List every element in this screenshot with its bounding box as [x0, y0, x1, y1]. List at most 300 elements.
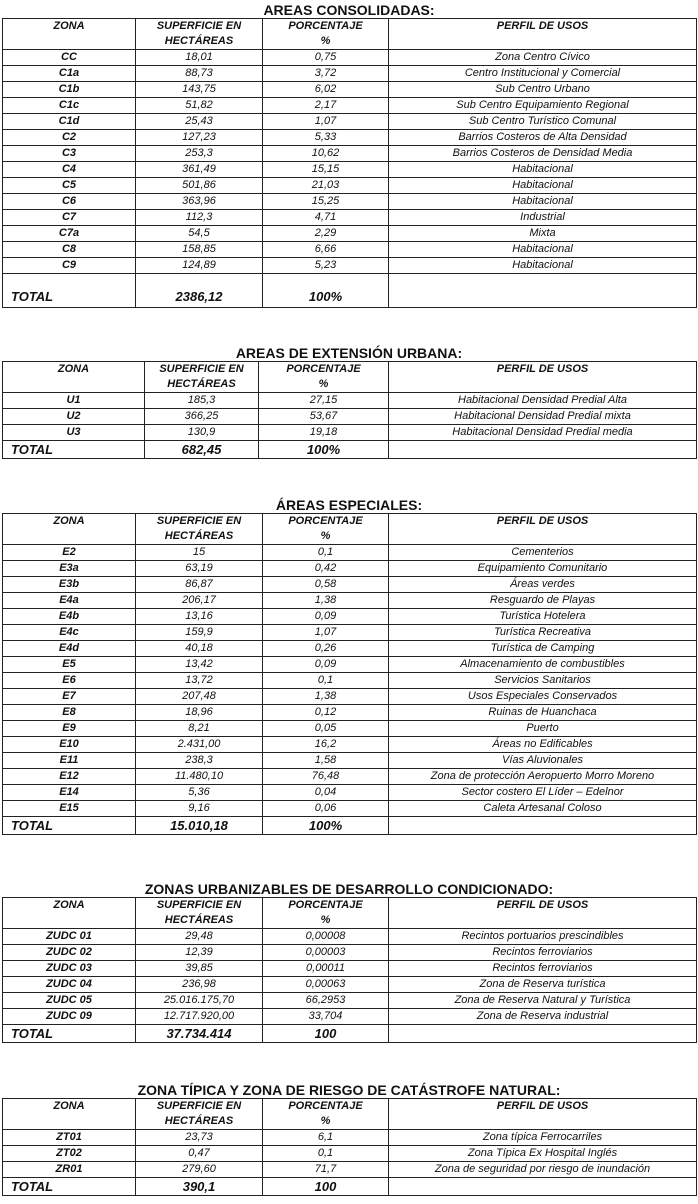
percentage-value: 0,00063: [263, 977, 389, 993]
percentage-value: 0,05: [263, 721, 389, 737]
zone-code: E14: [3, 785, 136, 801]
surface-value: 63,19: [136, 561, 263, 577]
surface-value: 13,72: [136, 673, 263, 689]
table-row: [3, 194, 697, 210]
percentage-value: 0,42: [263, 561, 389, 577]
usage-profile: Habitacional Densidad Predial Alta: [389, 393, 697, 409]
surface-value: 40,18: [136, 641, 263, 657]
table-zonas-urbanizables-de-desarrollo-condicionado: [2, 897, 697, 1043]
usage-profile: Habitacional: [389, 162, 697, 178]
surface-value: 124,89: [136, 258, 263, 274]
zone-code: ZUDC 09: [3, 1009, 136, 1025]
usage-profile: Sub Centro Urbano: [389, 82, 697, 98]
zone-code: C8: [3, 242, 136, 258]
usage-profile: Habitacional: [389, 258, 697, 274]
header-perfil-cont: [389, 377, 697, 393]
percentage-value: 0,06: [263, 801, 389, 817]
table-row: [3, 993, 697, 1009]
zone-code: ZT01: [3, 1130, 136, 1146]
total-label: TOTAL: [3, 1025, 136, 1043]
table-row: [3, 1162, 697, 1178]
table-row: [3, 242, 697, 258]
percentage-value: 2,29: [263, 226, 389, 242]
zone-code: E15: [3, 801, 136, 817]
table-row: [3, 1009, 697, 1025]
zone-code: U2: [3, 409, 145, 425]
zone-code: C4: [3, 162, 136, 178]
percentage-value: 66,2953: [263, 993, 389, 1009]
zone-code: E6: [3, 673, 136, 689]
percentage-value: 10,62: [263, 146, 389, 162]
usage-profile: Turística Recreativa: [389, 625, 697, 641]
usage-profile: Sub Centro Turístico Comunal: [389, 114, 697, 130]
percentage-value: 16,2: [263, 737, 389, 753]
table-row: [3, 114, 697, 130]
header-zona-cont: [3, 377, 145, 393]
zone-code: E10: [3, 737, 136, 753]
table-row: [3, 689, 697, 705]
surface-value: 25.016.175,70: [136, 993, 263, 1009]
percentage-value: 0,1: [263, 545, 389, 561]
table-row: [3, 130, 697, 146]
percentage-value: 5,23: [263, 258, 389, 274]
total-percentage: 100%: [263, 817, 389, 835]
zone-code: U3: [3, 425, 145, 441]
total-percentage: 100: [263, 1025, 389, 1043]
zone-code: C7a: [3, 226, 136, 242]
total-label: TOTAL: [3, 274, 136, 308]
total-surface: 15.010,18: [136, 817, 263, 835]
percentage-value: 1,07: [263, 625, 389, 641]
table-row: [3, 929, 697, 945]
percentage-value: 0,00011: [263, 961, 389, 977]
surface-value: 9,16: [136, 801, 263, 817]
surface-value: 0,47: [136, 1146, 263, 1162]
header-row: [3, 514, 697, 530]
table-row: [3, 673, 697, 689]
table-row: [3, 425, 697, 441]
surface-value: 238,3: [136, 753, 263, 769]
section-title: AREAS CONSOLIDADAS:: [263, 2, 435, 18]
percentage-value: 19,18: [259, 425, 389, 441]
usage-profile: Habitacional: [389, 194, 697, 210]
percentage-value: 33,704: [263, 1009, 389, 1025]
table-areas-consolidadas: [2, 18, 697, 308]
usage-profile: Usos Especiales Conservados: [389, 689, 697, 705]
surface-value: 13,16: [136, 609, 263, 625]
percentage-value: 6,1: [263, 1130, 389, 1146]
header-row: [3, 19, 697, 35]
percentage-value: 3,72: [263, 66, 389, 82]
table-row: [3, 641, 697, 657]
percentage-value: 6,02: [263, 82, 389, 98]
table-row: [3, 66, 697, 82]
header-zona-cont: [3, 34, 136, 50]
header-perfil-cont: [389, 1114, 697, 1130]
percentage-value: 6,66: [263, 242, 389, 258]
zone-code: E9: [3, 721, 136, 737]
surface-value: 158,85: [136, 242, 263, 258]
table-row: [3, 393, 697, 409]
usage-profile: Sector costero El Líder – Edelnor: [389, 785, 697, 801]
header-zona-cont: [3, 1114, 136, 1130]
surface-value: 23,73: [136, 1130, 263, 1146]
zone-code: E5: [3, 657, 136, 673]
percentage-value: 21,03: [263, 178, 389, 194]
total-surface: 390,1: [136, 1178, 263, 1196]
zone-code: C2: [3, 130, 136, 146]
usage-profile: Habitacional Densidad Predial mixta: [389, 409, 697, 425]
table-row: [3, 82, 697, 98]
zone-code: E11: [3, 753, 136, 769]
surface-value: 130,9: [145, 425, 259, 441]
header-porcentaje-unit: %: [263, 34, 389, 50]
zone-code: E3a: [3, 561, 136, 577]
total-row: [3, 817, 697, 835]
table-row: [3, 657, 697, 673]
header-porcentaje-unit: %: [259, 377, 389, 393]
surface-value: 363,96: [136, 194, 263, 210]
zone-code: ZUDC 01: [3, 929, 136, 945]
zone-code: C1a: [3, 66, 136, 82]
table-row: [3, 721, 697, 737]
usage-profile: Caleta Artesanal Coloso: [389, 801, 697, 817]
total-percentage: 100: [263, 1178, 389, 1196]
zone-code: E3b: [3, 577, 136, 593]
zone-code: CC: [3, 50, 136, 66]
zone-code: C1b: [3, 82, 136, 98]
header-row: [3, 34, 697, 50]
usage-profile: Centro Institucional y Comercial: [389, 66, 697, 82]
header-perfil-cont: [389, 529, 697, 545]
table-row: [3, 98, 697, 114]
surface-value: 12,39: [136, 945, 263, 961]
total-empty: [389, 441, 697, 459]
total-surface: 2386,12: [136, 274, 263, 308]
header-porcentaje: PORCENTAJE: [263, 19, 389, 35]
surface-value: 206,17: [136, 593, 263, 609]
zone-code: C9: [3, 258, 136, 274]
total-percentage: 100%: [263, 274, 389, 308]
section-title: ZONAS URBANIZABLES DE DESARROLLO CONDICIONADO:: [144, 881, 554, 897]
header-superficie-unit: HECTÁREAS: [136, 1114, 263, 1130]
zone-code: ZR01: [3, 1162, 136, 1178]
surface-value: 361,49: [136, 162, 263, 178]
header-porcentaje: PORCENTAJE: [263, 514, 389, 530]
zone-code: U1: [3, 393, 145, 409]
percentage-value: 0,09: [263, 657, 389, 673]
usage-profile: Ruinas de Huanchaca: [389, 705, 697, 721]
header-porcentaje-unit: %: [263, 529, 389, 545]
total-percentage: 100%: [259, 441, 389, 459]
usage-profile: Habitacional Densidad Predial media: [389, 425, 697, 441]
total-surface: 682,45: [145, 441, 259, 459]
header-superficie: SUPERFICIE EN: [136, 19, 263, 35]
table-row: [3, 146, 697, 162]
percentage-value: 27,15: [259, 393, 389, 409]
surface-value: 15: [136, 545, 263, 561]
total-label: TOTAL: [3, 1178, 136, 1196]
header-row: [3, 377, 697, 393]
zone-code: E4d: [3, 641, 136, 657]
surface-value: 12.717.920,00: [136, 1009, 263, 1025]
total-empty: [389, 1025, 697, 1043]
header-perfil: PERFIL DE USOS: [389, 19, 697, 35]
percentage-value: 0,00008: [263, 929, 389, 945]
percentage-value: 0,75: [263, 50, 389, 66]
usage-profile: Zona Centro Cívico: [389, 50, 697, 66]
percentage-value: 71,7: [263, 1162, 389, 1178]
table-row: [3, 977, 697, 993]
usage-profile: Barrios Costeros de Alta Densidad: [389, 130, 697, 146]
section-title: ZONA TÍPICA Y ZONA DE RIESGO DE CATÁSTROFE NATURAL:: [137, 1082, 561, 1098]
header-zona-cont: [3, 529, 136, 545]
total-row: [3, 441, 697, 459]
surface-value: 29,48: [136, 929, 263, 945]
usage-profile: Equipamiento Comunitario: [389, 561, 697, 577]
percentage-value: 53,67: [259, 409, 389, 425]
zone-code: E2: [3, 545, 136, 561]
header-row: [3, 1114, 697, 1130]
percentage-value: 0,1: [263, 673, 389, 689]
usage-profile: Zona de protección Aeropuerto Morro Moreno: [389, 769, 697, 785]
usage-profile: Recintos ferroviarios: [389, 961, 697, 977]
usage-profile: Cementerios: [389, 545, 697, 561]
usage-profile: Sub Centro Equipamiento Regional: [389, 98, 697, 114]
header-zona: ZONA: [3, 514, 136, 530]
surface-value: 207,48: [136, 689, 263, 705]
zone-code: C5: [3, 178, 136, 194]
usage-profile: Zona Típica Ex Hospital Inglés: [389, 1146, 697, 1162]
percentage-value: 0,04: [263, 785, 389, 801]
usage-profile: Habitacional: [389, 242, 697, 258]
surface-value: 5,36: [136, 785, 263, 801]
header-row: [3, 898, 697, 914]
surface-value: 366,25: [145, 409, 259, 425]
zone-code: E4a: [3, 593, 136, 609]
header-perfil-cont: [389, 913, 697, 929]
table-row: [3, 801, 697, 817]
header-row: [3, 362, 697, 378]
header-superficie-unit: HECTÁREAS: [136, 913, 263, 929]
surface-value: 185,3: [145, 393, 259, 409]
total-row: [3, 1178, 697, 1196]
usage-profile: Recintos portuarios prescindibles: [389, 929, 697, 945]
header-porcentaje: PORCENTAJE: [259, 362, 389, 378]
zone-code: E4c: [3, 625, 136, 641]
header-superficie-unit: HECTÁREAS: [136, 34, 263, 50]
surface-value: 159,9: [136, 625, 263, 641]
surface-value: 143,75: [136, 82, 263, 98]
percentage-value: 0,09: [263, 609, 389, 625]
table-row: [3, 210, 697, 226]
usage-profile: Zona típica Ferrocarriles: [389, 1130, 697, 1146]
table-row: [3, 769, 697, 785]
surface-value: 127,23: [136, 130, 263, 146]
usage-profile: Mixta: [389, 226, 697, 242]
zone-code: ZUDC 05: [3, 993, 136, 1009]
zone-code: E12: [3, 769, 136, 785]
percentage-value: 1,58: [263, 753, 389, 769]
percentage-value: 1,07: [263, 114, 389, 130]
table-row: [3, 961, 697, 977]
percentage-value: 0,58: [263, 577, 389, 593]
table-row: [3, 258, 697, 274]
header-row: [3, 1099, 697, 1115]
usage-profile: Zona de Reserva industrial: [389, 1009, 697, 1025]
header-superficie-unit: HECTÁREAS: [145, 377, 259, 393]
header-superficie: SUPERFICIE EN: [136, 514, 263, 530]
usage-profile: Zona de Reserva Natural y Turística: [389, 993, 697, 1009]
table-row: [3, 737, 697, 753]
header-perfil: PERFIL DE USOS: [389, 898, 697, 914]
usage-profile: Resguardo de Playas: [389, 593, 697, 609]
surface-value: 2.431,00: [136, 737, 263, 753]
usage-profile: Almacenamiento de combustibles: [389, 657, 697, 673]
header-zona-cont: [3, 913, 136, 929]
usage-profile: Vías Aluvionales: [389, 753, 697, 769]
usage-profile: Recintos ferroviarios: [389, 945, 697, 961]
header-row: [3, 913, 697, 929]
header-zona: ZONA: [3, 898, 136, 914]
usage-profile: Servicios Sanitarios: [389, 673, 697, 689]
total-row: [3, 274, 697, 308]
zone-code: C6: [3, 194, 136, 210]
usage-profile: Áreas verdes: [389, 577, 697, 593]
table-row: [3, 178, 697, 194]
surface-value: 54,5: [136, 226, 263, 242]
header-porcentaje-unit: %: [263, 1114, 389, 1130]
usage-profile: Barrios Costeros de Densidad Media: [389, 146, 697, 162]
header-perfil: PERFIL DE USOS: [389, 1099, 697, 1115]
table-row: [3, 593, 697, 609]
percentage-value: 1,38: [263, 593, 389, 609]
usage-profile: Habitacional: [389, 178, 697, 194]
surface-value: 88,73: [136, 66, 263, 82]
zone-code: E4b: [3, 609, 136, 625]
table-row: [3, 50, 697, 66]
table-areas-de-extension-urbana: [2, 361, 697, 459]
header-perfil-cont: [389, 34, 697, 50]
table-zona-tipica-y-zona-de-riesgo-de-catastrofe-natural: [2, 1098, 697, 1196]
section-title: ÁREAS ESPECIALES:: [275, 497, 423, 513]
total-label: TOTAL: [3, 817, 136, 835]
header-porcentaje-unit: %: [263, 913, 389, 929]
table-row: [3, 545, 697, 561]
percentage-value: 15,15: [263, 162, 389, 178]
surface-value: 11.480,10: [136, 769, 263, 785]
surface-value: 236,98: [136, 977, 263, 993]
usage-profile: Zona de Reserva turística: [389, 977, 697, 993]
total-surface: 37.734.414: [136, 1025, 263, 1043]
zone-code: E8: [3, 705, 136, 721]
surface-value: 8,21: [136, 721, 263, 737]
surface-value: 18,01: [136, 50, 263, 66]
zone-code: C7: [3, 210, 136, 226]
table-row: [3, 705, 697, 721]
table-row: [3, 162, 697, 178]
percentage-value: 2,17: [263, 98, 389, 114]
table-row: [3, 561, 697, 577]
usage-profile: Áreas no Edificables: [389, 737, 697, 753]
surface-value: 279,60: [136, 1162, 263, 1178]
usage-profile: Puerto: [389, 721, 697, 737]
usage-profile: Zona de seguridad por riesgo de inundación: [389, 1162, 697, 1178]
total-label: TOTAL: [3, 441, 145, 459]
table-row: [3, 945, 697, 961]
section-title: AREAS DE EXTENSIÓN URBANA:: [235, 345, 463, 361]
table-row: [3, 785, 697, 801]
percentage-value: 4,71: [263, 210, 389, 226]
table-row: [3, 226, 697, 242]
header-porcentaje: PORCENTAJE: [263, 1099, 389, 1115]
surface-value: 39,85: [136, 961, 263, 977]
header-porcentaje: PORCENTAJE: [263, 898, 389, 914]
zone-code: ZUDC 02: [3, 945, 136, 961]
surface-value: 253,3: [136, 146, 263, 162]
surface-value: 51,82: [136, 98, 263, 114]
surface-value: 86,87: [136, 577, 263, 593]
zone-code: ZT02: [3, 1146, 136, 1162]
zone-code: E7: [3, 689, 136, 705]
table-row: [3, 1146, 697, 1162]
header-perfil: PERFIL DE USOS: [389, 514, 697, 530]
header-superficie: SUPERFICIE EN: [136, 1099, 263, 1115]
percentage-value: 1,38: [263, 689, 389, 705]
zone-code: ZUDC 04: [3, 977, 136, 993]
percentage-value: 76,48: [263, 769, 389, 785]
zone-code: C1d: [3, 114, 136, 130]
header-row: [3, 529, 697, 545]
surface-value: 501,86: [136, 178, 263, 194]
surface-value: 18,96: [136, 705, 263, 721]
table-row: [3, 577, 697, 593]
header-superficie-unit: HECTÁREAS: [136, 529, 263, 545]
table-row: [3, 409, 697, 425]
usage-profile: Industrial: [389, 210, 697, 226]
surface-value: 25,43: [136, 114, 263, 130]
usage-profile: Turística Hotelera: [389, 609, 697, 625]
header-zona: ZONA: [3, 1099, 136, 1115]
zone-code: C3: [3, 146, 136, 162]
percentage-value: 15,25: [263, 194, 389, 210]
percentage-value: 0,1: [263, 1146, 389, 1162]
table-row: [3, 753, 697, 769]
header-zona: ZONA: [3, 19, 136, 35]
table-areas-especiales: [2, 513, 697, 835]
total-empty: [389, 1178, 697, 1196]
zone-code: ZUDC 03: [3, 961, 136, 977]
percentage-value: 0,00003: [263, 945, 389, 961]
header-zona: ZONA: [3, 362, 145, 378]
header-superficie: SUPERFICIE EN: [145, 362, 259, 378]
table-row: [3, 1130, 697, 1146]
surface-value: 13,42: [136, 657, 263, 673]
table-row: [3, 625, 697, 641]
surface-value: 112,3: [136, 210, 263, 226]
percentage-value: 0,26: [263, 641, 389, 657]
total-empty: [389, 274, 697, 308]
percentage-value: 0,12: [263, 705, 389, 721]
total-row: [3, 1025, 697, 1043]
zone-code: C1c: [3, 98, 136, 114]
header-superficie: SUPERFICIE EN: [136, 898, 263, 914]
percentage-value: 5,33: [263, 130, 389, 146]
header-perfil: PERFIL DE USOS: [389, 362, 697, 378]
total-empty: [389, 817, 697, 835]
usage-profile: Turística de Camping: [389, 641, 697, 657]
table-row: [3, 609, 697, 625]
